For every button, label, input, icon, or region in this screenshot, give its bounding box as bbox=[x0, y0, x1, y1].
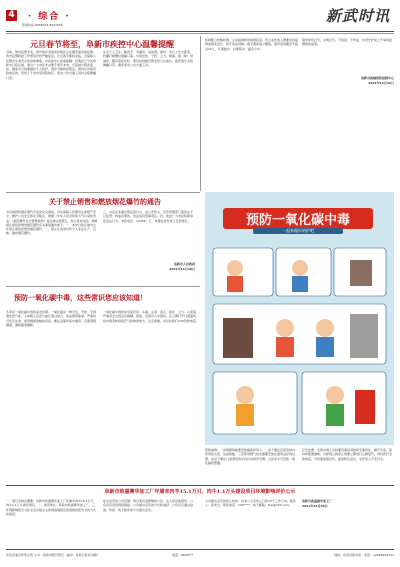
column-divider bbox=[200, 36, 201, 191]
notice-headline: 阜新市致嘉赛华加工厂年屠宰肉羊15.1万只、肉牛1.1万头建设项目环境影响评价公示 bbox=[104, 489, 296, 495]
notice-rule bbox=[6, 485, 394, 486]
fireworks-body-col2: 三、对违反本通告规定的行为，由公安机关、应急管理部门等依法予以处罚；构成犯罪的，依法追究刑事责任。四、欢迎广大市民积极举报违法行为。举报电话：12345。五、本通告自发布之日起施行。 bbox=[103, 210, 194, 223]
fireworks-body-col1: 为有效预防烟花爆竹引发的火灾事故，切实保障人民群众生命财产安全，维护公共安全和社会秩序，根据《中华人民共和国大气污染防治法》《烟花爆竹安全管理条例》等法律法规规定，结合我市实际，现就禁止销售和燃放烟花爆竹有关事项通告如下：一、本市行政区域内全年禁止销售和燃放烟花爆竹。二、禁止任何单位和个人非法生产、运输、储存烟花爆竹。 bbox=[6, 210, 98, 236]
covid-date: 2021年12月31日 bbox=[368, 81, 394, 85]
paper-name: 新武时讯 bbox=[325, 7, 390, 25]
co-poster bbox=[205, 192, 394, 445]
co-body-col1: 冬季是一氧化碳中毒的高发时期。一氧化碳是一种无色、无味、无刺激性的气体，人体吸入后会与血红蛋白结合，造成组织缺氧，严重时可危及生命。使用燃煤取暖的家庭，要注意保持室内通风，定期清理烟道，确保烟道通畅。 bbox=[6, 310, 97, 327]
fireworks-headline: 关于禁止销售和燃放烟花爆竹的通告 bbox=[49, 197, 161, 206]
co-body-col4: 应急处置：发现中毒人员时要迅速将其转移至通风处，解开衣领，保持呼吸道通畅；对呼吸心跳停止的要立即进行心肺复苏，同时拨打急救电话。平时要加强宣传，提高防范意识，守护家人平安过冬。 bbox=[302, 448, 393, 461]
masthead-rule bbox=[6, 31, 394, 32]
footer-rule bbox=[6, 549, 394, 550]
notice-body-col3: 公众提出意见的起止时间：自本公示发布之日起10个工作日内。联系人：孙先生；联系电话：139****；电子邮箱：fxzj@163.com。 bbox=[205, 499, 296, 508]
covid-headline: 元旦春节将至，阜新市疾控中心温馨提醒 bbox=[30, 39, 174, 49]
co-headline: 预防一氧化碳中毒，这些常识您应该知道！ bbox=[14, 293, 147, 302]
footer-mid: 电话：6849*** bbox=[172, 553, 194, 557]
co-body-col2: 一氧化碳中毒的常见症状有：头痛、头晕、恶心、呕吐、乏力、心慌等，严重者会出现意识模糊、昏迷。发现有人中毒时，应立即打开门窗通风，将中毒者转移到空气新鲜的地方，注意保暖，并及时拨打120急救电话。 bbox=[103, 310, 200, 323]
notice-signature: 阜新市致嘉赛华加工厂 bbox=[302, 499, 333, 503]
section-label: · 综合 · bbox=[28, 12, 71, 22]
covid-body-col2: 注意个人卫生，勤洗手、多通风、常消毒，保持一米以上社交距离，咳嗽打喷嚏时遮掩口鼻。出现发热、干咳、乏力、咽痛、嗅（味）觉减退、腹泻等症状时，要及时到就近的发热门诊就诊。就医途中全程佩戴口罩，避免乘坐公共交通工具。 bbox=[103, 50, 194, 67]
covid-signature: 阜新市疾病预防控制中心 bbox=[360, 76, 394, 80]
masthead-rule-thin bbox=[6, 33, 394, 34]
page-number: 4 bbox=[8, 10, 15, 20]
notice-date: 2021年12月30日 bbox=[302, 504, 328, 508]
footer-right: 地址：彰武县新华街 · 电话：12604952751 bbox=[334, 553, 394, 557]
poster-subtitle: 一起来做好防护吧 bbox=[253, 228, 343, 234]
covid-body-col4: 倡导绿色过节、文明过节，不信谣、不传谣，共同守护来之不易的疫情防控成果。 bbox=[302, 38, 393, 47]
notice-body-col1: 一、项目名称及概要：阜新市致嘉赛华加工厂年屠宰肉羊15.1万只、肉牛1.1万头建设项目。二、建设单位：阜新市致嘉赛华加工厂。三、环境影响报告书征求意见稿全文的网络链接及查阅纸质报告书的方式和途径。 bbox=[6, 499, 98, 516]
covid-body-col1: 当前，国内疫情多发，国外的许多国家和地区正在爆发第四波疫情，我市疫情防控工作形势仍然严峻复杂。元旦春节即将来临，为保障人民群众生命安全和身体健康，市疾控中心郑重提醒：近期在辽宁省阜新市行政区域，建议广大市民非必要不离开本市，尽量减少跨省流动，确需出行的要做好个人防护，遵守当地防疫规定。国内有中高风险地区的，原则上不去中高风险地区，乘坐公共交通工具时全程佩戴口罩。 bbox=[6, 50, 97, 80]
co-body-col3: 预防措施：一是燃煤取暖要安装烟囱和风斗；二是不要在密闭房间内使用炭火锅、炭盆取暖；三是使用燃气热水器要安装在通风良好的位置；四是不要在门窗紧闭的车内长时间开空调；五是家中可安装一氧化碳报警器。 bbox=[205, 448, 296, 465]
poster-illustration bbox=[205, 240, 394, 445]
section-rule bbox=[6, 192, 200, 193]
fireworks-date: 2021年11月10日 bbox=[169, 267, 195, 271]
covid-body-col3: 积极配合核酸检测，主动接种新冠病毒疫苗。符合条件的人群要及时接种加强免疫针，筑牢免疫屏障。春节期间减少聚集，倡导家庭聚会不超过10人，红事缓办、白事简办、宴会少办。 bbox=[205, 38, 298, 51]
footer-left: 彰武县委宣传部主管 主办 · 阜新市报刊登记 · 编印：阜新日报社印刷厂 bbox=[6, 553, 100, 557]
notice-body-col2: 征求意见的公众范围：项目周边受影响的公民、法人和其他组织。公众意见表的网络链接。公众提出意见的方式和途径：公众可以通过信函、传真、电子邮件等方式提出意见。 bbox=[103, 499, 194, 512]
poster-title: 预防一氧化碳中毒 bbox=[223, 208, 373, 229]
edition-info: 新闻热线:8068076 8993056 bbox=[22, 23, 63, 27]
fireworks-signature: 阜新市人民政府 bbox=[173, 262, 195, 266]
section-rule bbox=[6, 286, 200, 287]
